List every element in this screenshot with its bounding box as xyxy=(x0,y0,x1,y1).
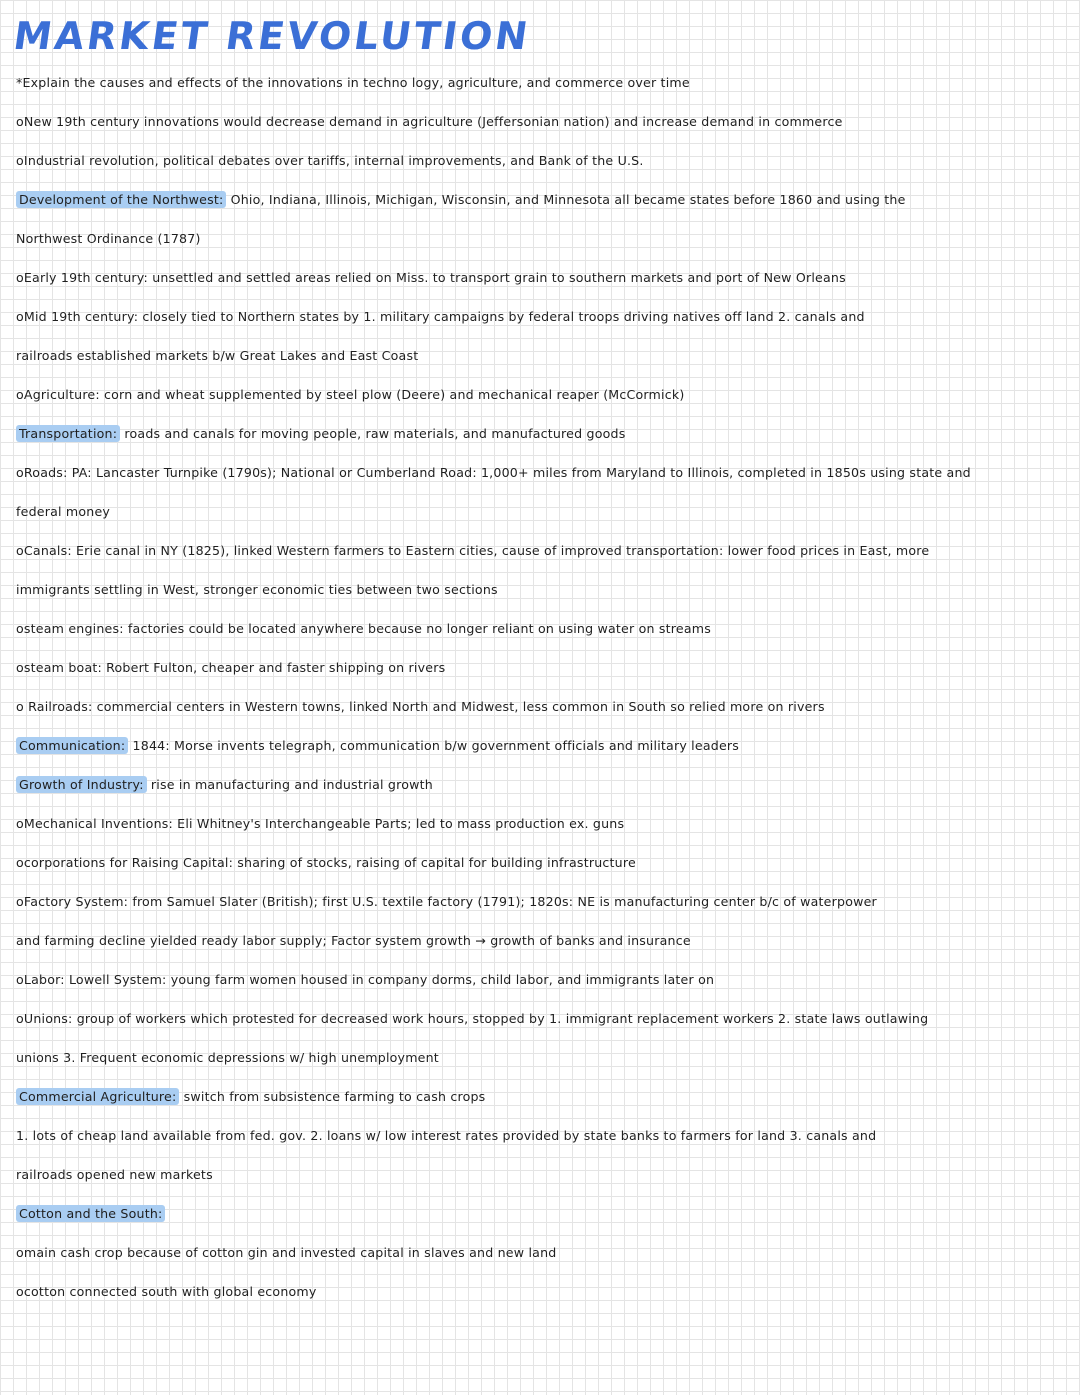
note-text: 1844: Morse invents telegraph, communication b/w government officials and military leaders xyxy=(128,738,740,753)
note-line xyxy=(16,386,1076,404)
note-text: railroads opened new markets xyxy=(16,1167,213,1182)
section-heading-line xyxy=(16,425,1076,443)
note-text: ocotton connected south with global economy xyxy=(16,1284,317,1299)
note-text: immigrants settling in West, stronger economic ties between two sections xyxy=(16,582,498,597)
note-line xyxy=(16,152,1076,170)
note-text: osteam boat: Robert Fulton, cheaper and faster shipping on rivers xyxy=(16,660,446,675)
note-line xyxy=(16,1049,1076,1067)
section-heading-line xyxy=(16,1205,1076,1223)
note-line xyxy=(16,503,1076,521)
note-line xyxy=(16,581,1076,599)
note-text: *Explain the causes and effects of the innovations in techno logy, agriculture, and commerce over time xyxy=(16,75,690,90)
section-heading-line xyxy=(16,1088,1076,1106)
note-line xyxy=(16,971,1076,989)
note-text: oRoads: PA: Lancaster Turnpike (1790s); National or Cumberland Road: 1,000+ miles from Maryland to Illinois, completed in 1850s using state and xyxy=(16,465,971,480)
note-line xyxy=(16,308,1076,326)
note-line xyxy=(16,269,1076,287)
note-text: oCanals: Erie canal in NY (1825), linked Western farmers to Eastern cities, cause of improved transportation: lower food prices in East, more xyxy=(16,543,930,558)
note-text: oMid 19th century: closely tied to Northern states by 1. military campaigns by federal troops driving natives off land 2. canals and xyxy=(16,309,865,324)
note-line xyxy=(16,113,1076,131)
note-line xyxy=(16,659,1076,677)
note-text: Ohio, Indiana, Illinois, Michigan, Wisconsin, and Minnesota all became states before 1860 and using the xyxy=(226,192,906,207)
note-line xyxy=(16,74,1076,92)
note-line xyxy=(16,620,1076,638)
note-text: oAgriculture: corn and wheat supplemented by steel plow (Deere) and mechanical reaper (McCormick) xyxy=(16,387,685,402)
note-line xyxy=(16,1127,1076,1145)
note-text: oIndustrial revolution, political debates over tariffs, internal improvements, and Bank of the U.S. xyxy=(16,153,644,168)
note-text: and farming decline yielded ready labor supply; Factor system growth → growth of banks and insurance xyxy=(16,933,691,948)
highlighted-heading: Communication: xyxy=(16,737,128,754)
page-title: MARKET REVOLUTION xyxy=(10,14,534,58)
note-text: osteam engines: factories could be located anywhere because no longer reliant on using water on streams xyxy=(16,621,711,636)
note-text: roads and canals for moving people, raw materials, and manufactured goods xyxy=(120,426,626,441)
highlighted-heading: Cotton and the South: xyxy=(16,1205,165,1222)
section-heading-line xyxy=(16,191,1076,209)
highlighted-heading: Commercial Agriculture: xyxy=(16,1088,179,1105)
highlighted-heading: Growth of Industry: xyxy=(16,776,147,793)
section-heading-line xyxy=(16,737,1076,755)
highlighted-heading: Transportation: xyxy=(16,425,120,442)
note-line xyxy=(16,542,1076,560)
note-text: oFactory System: from Samuel Slater (British); first U.S. textile factory (1791); 1820s: NE is manufacturing center b/c of waterpower xyxy=(16,894,877,909)
note-text: omain cash crop because of cotton gin and invested capital in slaves and new land xyxy=(16,1245,557,1260)
note-line xyxy=(16,347,1076,365)
note-text: oLabor: Lowell System: young farm women housed in company dorms, child labor, and immigrants later on xyxy=(16,972,715,987)
note-line xyxy=(16,1283,1076,1301)
note-text: oUnions: group of workers which protested for decreased work hours, stopped by 1. immigrant replacement workers 2. state laws outlawing xyxy=(16,1011,929,1026)
note-line xyxy=(16,1166,1076,1184)
note-line xyxy=(16,698,1076,716)
note-text: ocorporations for Raising Capital: sharing of stocks, raising of capital for building infrastructure xyxy=(16,855,636,870)
note-line xyxy=(16,230,1076,248)
highlighted-heading: Development of the Northwest: xyxy=(16,191,226,208)
note-text: railroads established markets b/w Great Lakes and East Coast xyxy=(16,348,419,363)
note-text: unions 3. Frequent economic depressions w/ high unemployment xyxy=(16,1050,439,1065)
note-text: rise in manufacturing and industrial growth xyxy=(146,777,433,792)
note-text: federal money xyxy=(16,504,111,519)
note-line xyxy=(16,854,1076,872)
note-line xyxy=(16,1010,1076,1028)
note-text: o Railroads: commercial centers in Western towns, linked North and Midwest, less common in South so relied more on rivers xyxy=(16,699,825,714)
note-line xyxy=(16,932,1076,950)
note-text: Northwest Ordinance (1787) xyxy=(16,231,201,246)
note-text: switch from subsistence farming to cash crops xyxy=(179,1089,486,1104)
note-text: 1. lots of cheap land available from fed. gov. 2. loans w/ low interest rates provided by state banks to farmers for land 3. canals and xyxy=(16,1128,877,1143)
note-text: oNew 19th century innovations would decrease demand in agriculture (Jeffersonian nation) and increase demand in commerce xyxy=(16,114,843,129)
section-heading-line xyxy=(16,776,1076,794)
note-line xyxy=(16,815,1076,833)
note-text: oEarly 19th century: unsettled and settled areas relied on Miss. to transport grain to southern markets and port of New Orleans xyxy=(16,270,846,285)
note-line xyxy=(16,464,1076,482)
note-line xyxy=(16,1244,1076,1262)
note-line xyxy=(16,893,1076,911)
note-text: oMechanical Inventions: Eli Whitney's Interchangeable Parts; led to mass production ex. guns xyxy=(16,816,625,831)
